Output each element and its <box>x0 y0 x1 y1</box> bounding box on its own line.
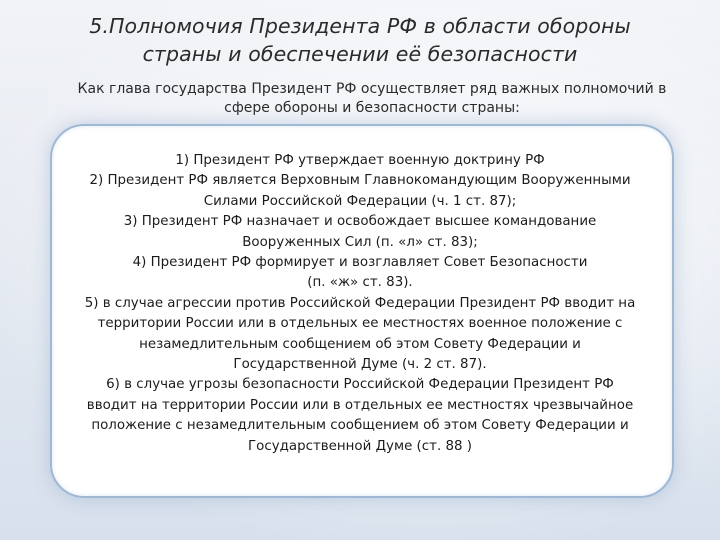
powers-line: незамедлительным сообщением об этом Совету Федерации и <box>139 336 581 352</box>
powers-line: 2) Президент РФ является Верховным Главнокомандующим Вооруженными <box>89 173 631 189</box>
intro-line-1: Как глава государства Президент РФ осуществляет ряд важных полномочий в <box>77 81 667 97</box>
powers-line: (п. «ж» ст. 83). <box>307 275 413 291</box>
powers-list <box>58 151 662 457</box>
powers-line: 5) в случае агрессии против Российской Федерации Президент РФ вводит на <box>84 295 636 311</box>
intro-line-2: сфере обороны и безопасности страны: <box>224 100 520 116</box>
powers-line: 4) Президент РФ формирует и возглавляет Совет Безопасности <box>132 255 588 271</box>
powers-line: 1) Президент РФ утверждает военную доктрину РФ <box>175 153 545 168</box>
slide-title <box>0 12 720 68</box>
powers-line: вводит на территории России или в отдельных ее местностях чрезвычайное <box>86 397 634 413</box>
powers-line: Вооруженных Сил (п. «л» ст. 83); <box>242 234 478 250</box>
powers-line: Силами Российской Федерации (ч. 1 ст. 87); <box>203 193 517 209</box>
powers-line: 6) в случае угрозы безопасности Российской Федерации Президент РФ <box>106 377 614 393</box>
powers-line: положение с незамедлительным сообщением об этом Совету Федерации и <box>91 418 629 434</box>
slide-title-line-1: 5.Полномочия Президента РФ в области обороны <box>89 14 631 38</box>
slide-title-line-2: страны и обеспечении её безопасности <box>142 42 578 66</box>
powers-line: территории России или в отдельных ее местностях военное положение с <box>97 316 623 332</box>
powers-line: Государственной Думе (ч. 2 ст. 87). <box>233 357 487 373</box>
intro-paragraph <box>52 80 692 118</box>
powers-line: 3) Президент РФ назначает и освобождает высшее командование <box>123 214 597 230</box>
powers-line: Государственной Думе (ст. 88 ) <box>248 438 472 454</box>
